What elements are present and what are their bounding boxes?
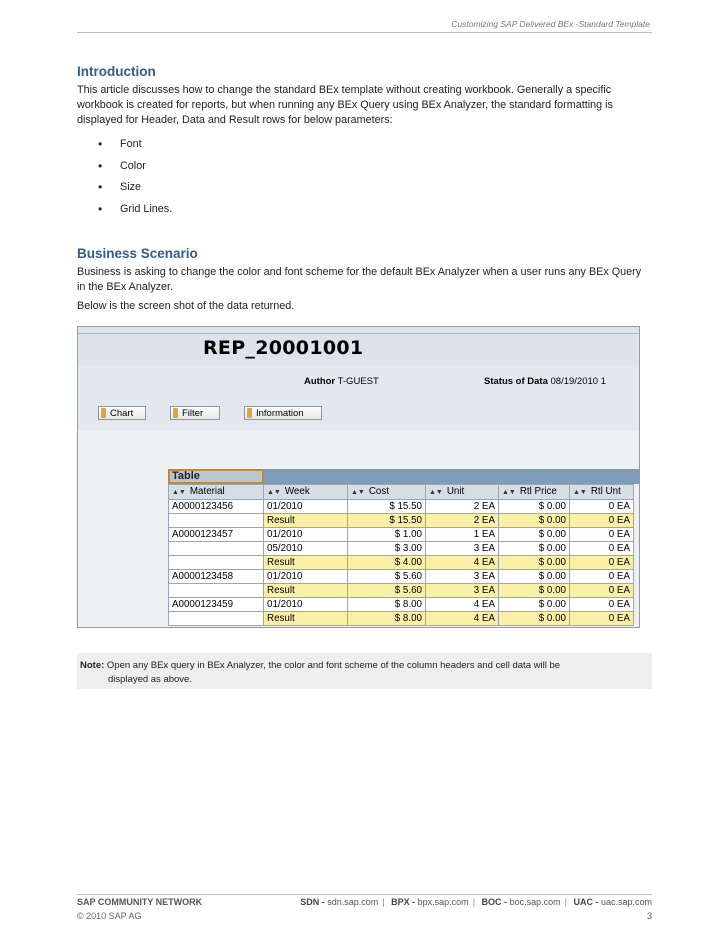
cell-week[interactable]: 01/2010 — [264, 570, 348, 584]
footer-link-label: BPX - — [391, 897, 416, 907]
cell-material[interactable]: A0000123456 — [169, 500, 264, 514]
intro-heading: Introduction — [77, 64, 156, 79]
footer-link-uac[interactable]: uac.sap.com — [600, 897, 652, 907]
cell-cost[interactable]: $ 8.00 — [348, 612, 426, 626]
cell-rtl-price[interactable]: $ 0.00 — [499, 556, 570, 570]
note-box — [77, 653, 652, 689]
information-button-label: Information — [256, 407, 304, 419]
table-caption: Table — [168, 469, 264, 484]
list-item: • Size — [98, 180, 142, 194]
footer-copyright: © 2010 SAP AG — [77, 911, 142, 921]
results-table — [168, 484, 634, 626]
cell-week[interactable]: Result — [264, 584, 348, 598]
cell-rtl-price[interactable]: $ 0.00 — [499, 500, 570, 514]
cell-material[interactable] — [169, 542, 264, 556]
cell-rtl-unit[interactable]: 0 EA — [570, 612, 634, 626]
button-icon — [101, 408, 106, 418]
cell-material[interactable]: A0000123459 — [169, 598, 264, 612]
bullet-icon: • — [98, 158, 103, 173]
cell-material[interactable] — [169, 612, 264, 626]
cell-rtl-unit[interactable]: 0 EA — [570, 528, 634, 542]
cell-rtl-unit[interactable]: 0 EA — [570, 556, 634, 570]
cell-week[interactable]: 05/2010 — [264, 542, 348, 556]
cell-cost[interactable]: $ 5.60 — [348, 584, 426, 598]
cell-rtl-price[interactable]: $ 0.00 — [499, 598, 570, 612]
cell-week[interactable]: 01/2010 — [264, 500, 348, 514]
footer-rule — [77, 894, 652, 895]
bullet-icon: • — [98, 180, 103, 194]
note-line — [80, 659, 646, 673]
sort-icon: ▲▼ — [429, 489, 443, 496]
article-content — [77, 64, 652, 314]
column-header-unit[interactable]: ▲▼ Unit — [426, 485, 499, 500]
table-caption-row — [168, 469, 639, 484]
cell-rtl-unit[interactable]: 0 EA — [570, 598, 634, 612]
cell-cost[interactable]: $ 8.00 — [348, 598, 426, 612]
column-header-rtl-price[interactable]: ▲▼ Rtl Price — [499, 485, 570, 500]
cell-unit[interactable]: 2 EA — [426, 500, 499, 514]
cell-rtl-price[interactable]: $ 0.00 — [499, 514, 570, 528]
cell-material[interactable]: A0000123458 — [169, 570, 264, 584]
running-header: Customizing SAP Delivered BEx -Standard Template — [451, 19, 650, 29]
cell-unit[interactable]: 4 EA — [426, 598, 499, 612]
scenario-below: Below is the screen shot of the data returned. — [77, 300, 295, 312]
table-header-row — [169, 485, 634, 500]
cell-rtl-unit[interactable]: 0 EA — [570, 584, 634, 598]
page-number: 3 — [646, 911, 652, 921]
sort-icon: ▲▼ — [172, 489, 186, 496]
title-bar-line — [78, 333, 639, 334]
list-item: • Color — [98, 158, 146, 173]
filter-button-label: Filter — [182, 407, 204, 419]
cell-rtl-price[interactable]: $ 0.00 — [499, 528, 570, 542]
cell-cost[interactable]: $ 3.00 — [348, 542, 426, 556]
column-header-material[interactable]: ▲▼ Material — [169, 485, 264, 500]
button-icon — [247, 408, 252, 418]
status-label: Status of Data — [484, 376, 548, 387]
cell-unit[interactable]: 4 EA — [426, 612, 499, 626]
chart-button[interactable] — [98, 406, 146, 420]
table-row — [169, 500, 634, 514]
cell-rtl-unit[interactable]: 0 EA — [570, 542, 634, 556]
bex-analyzer-screenshot — [77, 326, 640, 628]
footer-link-sdn[interactable]: sdn.sap.com — [327, 897, 379, 907]
scenario-body: Business is asking to change the color and font scheme for the default BEx Analyzer when a user runs any BEx Query in the BEx Analyzer. — [77, 266, 642, 293]
cell-material[interactable] — [169, 514, 264, 528]
cell-rtl-price[interactable]: $ 0.00 — [499, 570, 570, 584]
table-row — [169, 612, 634, 626]
parameter-list — [77, 138, 652, 224]
information-button[interactable] — [244, 406, 322, 420]
cell-cost[interactable]: $ 1.00 — [348, 528, 426, 542]
author-value: T-GUEST — [337, 376, 379, 387]
table-row — [169, 584, 634, 598]
cell-week[interactable]: 01/2010 — [264, 598, 348, 612]
cell-week[interactable]: Result — [264, 556, 348, 570]
footer-separator: | — [472, 897, 476, 907]
table-row — [169, 570, 634, 584]
screenshot-title-bar — [78, 327, 639, 365]
table-row — [169, 514, 634, 528]
footer-link-boc[interactable]: boc.sap.com — [509, 897, 561, 907]
table-row — [169, 528, 634, 542]
column-header-cost[interactable]: ▲▼ Cost — [348, 485, 426, 500]
footer-links — [300, 897, 652, 907]
business-scenario-section — [77, 246, 652, 314]
chart-button-label: Chart — [110, 407, 134, 419]
cell-unit[interactable]: 3 EA — [426, 584, 499, 598]
table-row — [169, 556, 634, 570]
scenario-heading: Business Scenario — [77, 246, 198, 261]
footer-network: SAP COMMUNITY NETWORK — [77, 897, 203, 907]
footer-link-label: UAC - — [573, 897, 599, 907]
table-row — [169, 598, 634, 612]
list-item: • Font — [98, 137, 142, 151]
cell-rtl-unit[interactable]: 0 EA — [570, 570, 634, 584]
list-item: • Grid Lines. — [98, 201, 173, 216]
cell-unit[interactable]: 2 EA — [426, 514, 499, 528]
table-row — [169, 542, 634, 556]
cell-rtl-price[interactable]: $ 0.00 — [499, 584, 570, 598]
filter-button[interactable] — [170, 406, 220, 420]
footer-link-bpx[interactable]: bpx.sap.com — [417, 897, 469, 907]
cell-material[interactable]: A0000123457 — [169, 528, 264, 542]
cell-unit[interactable]: 4 EA — [426, 556, 499, 570]
author-label: Author — [304, 376, 336, 387]
sort-icon: ▲▼ — [267, 489, 281, 496]
header-rule — [77, 32, 652, 33]
cell-rtl-price[interactable]: $ 0.00 — [499, 542, 570, 556]
cell-rtl-price[interactable]: $ 0.00 — [499, 612, 570, 626]
cell-cost[interactable]: $ 15.50 — [348, 500, 426, 514]
column-header-week[interactable]: ▲▼ Week — [264, 485, 348, 500]
status-info — [484, 376, 606, 387]
report-title: REP_20001001 — [203, 337, 364, 359]
button-icon — [173, 408, 178, 418]
status-value: 08/19/2010 1 — [550, 376, 606, 387]
column-header-rtl-unit[interactable]: ▲▼ Rtl Unt — [570, 485, 634, 500]
note-label: Note: — [80, 660, 105, 671]
cell-material[interactable] — [169, 584, 264, 598]
intro-body: This article discusses how to change the standard BEx template without creating workbook. Generally a specific workbook is created for reports, but when running any BEx Query using BEx Analyzer, the standard formatting is displayed for Header, Data and Result rows for below parameters: — [77, 84, 613, 126]
note-text-continued: displayed as above. — [108, 674, 192, 685]
author-info — [304, 376, 379, 387]
cell-rtl-unit[interactable]: 0 EA — [570, 514, 634, 528]
cell-rtl-unit[interactable]: 0 EA — [570, 500, 634, 514]
cell-cost[interactable]: $ 4.00 — [348, 556, 426, 570]
sort-icon: ▲▼ — [502, 489, 516, 496]
footer-link-label: BOC - — [481, 897, 508, 907]
cell-week[interactable]: Result — [264, 612, 348, 626]
note-text: Open any BEx query in BEx Analyzer, the color and font scheme of the column headers and cell data will be — [106, 660, 561, 671]
cell-cost[interactable]: $ 15.50 — [348, 514, 426, 528]
sort-icon: ▲▼ — [573, 489, 587, 496]
footer-link-label: SDN - — [300, 897, 325, 907]
cell-cost[interactable]: $ 5.60 — [348, 570, 426, 584]
results-table-body — [169, 500, 634, 626]
cell-unit[interactable]: 3 EA — [426, 542, 499, 556]
cell-unit[interactable]: 3 EA — [426, 570, 499, 584]
footer-separator: | — [564, 897, 567, 907]
cell-week[interactable]: Result — [264, 514, 348, 528]
cell-unit[interactable]: 1 EA — [426, 528, 499, 542]
cell-week[interactable]: 01/2010 — [264, 528, 348, 542]
bullet-icon: • — [98, 201, 103, 216]
results-grid — [168, 469, 639, 626]
sort-icon: ▲▼ — [351, 489, 365, 496]
footer-separator: | — [382, 897, 385, 907]
bullet-icon: • — [98, 137, 103, 151]
cell-material[interactable] — [169, 556, 264, 570]
